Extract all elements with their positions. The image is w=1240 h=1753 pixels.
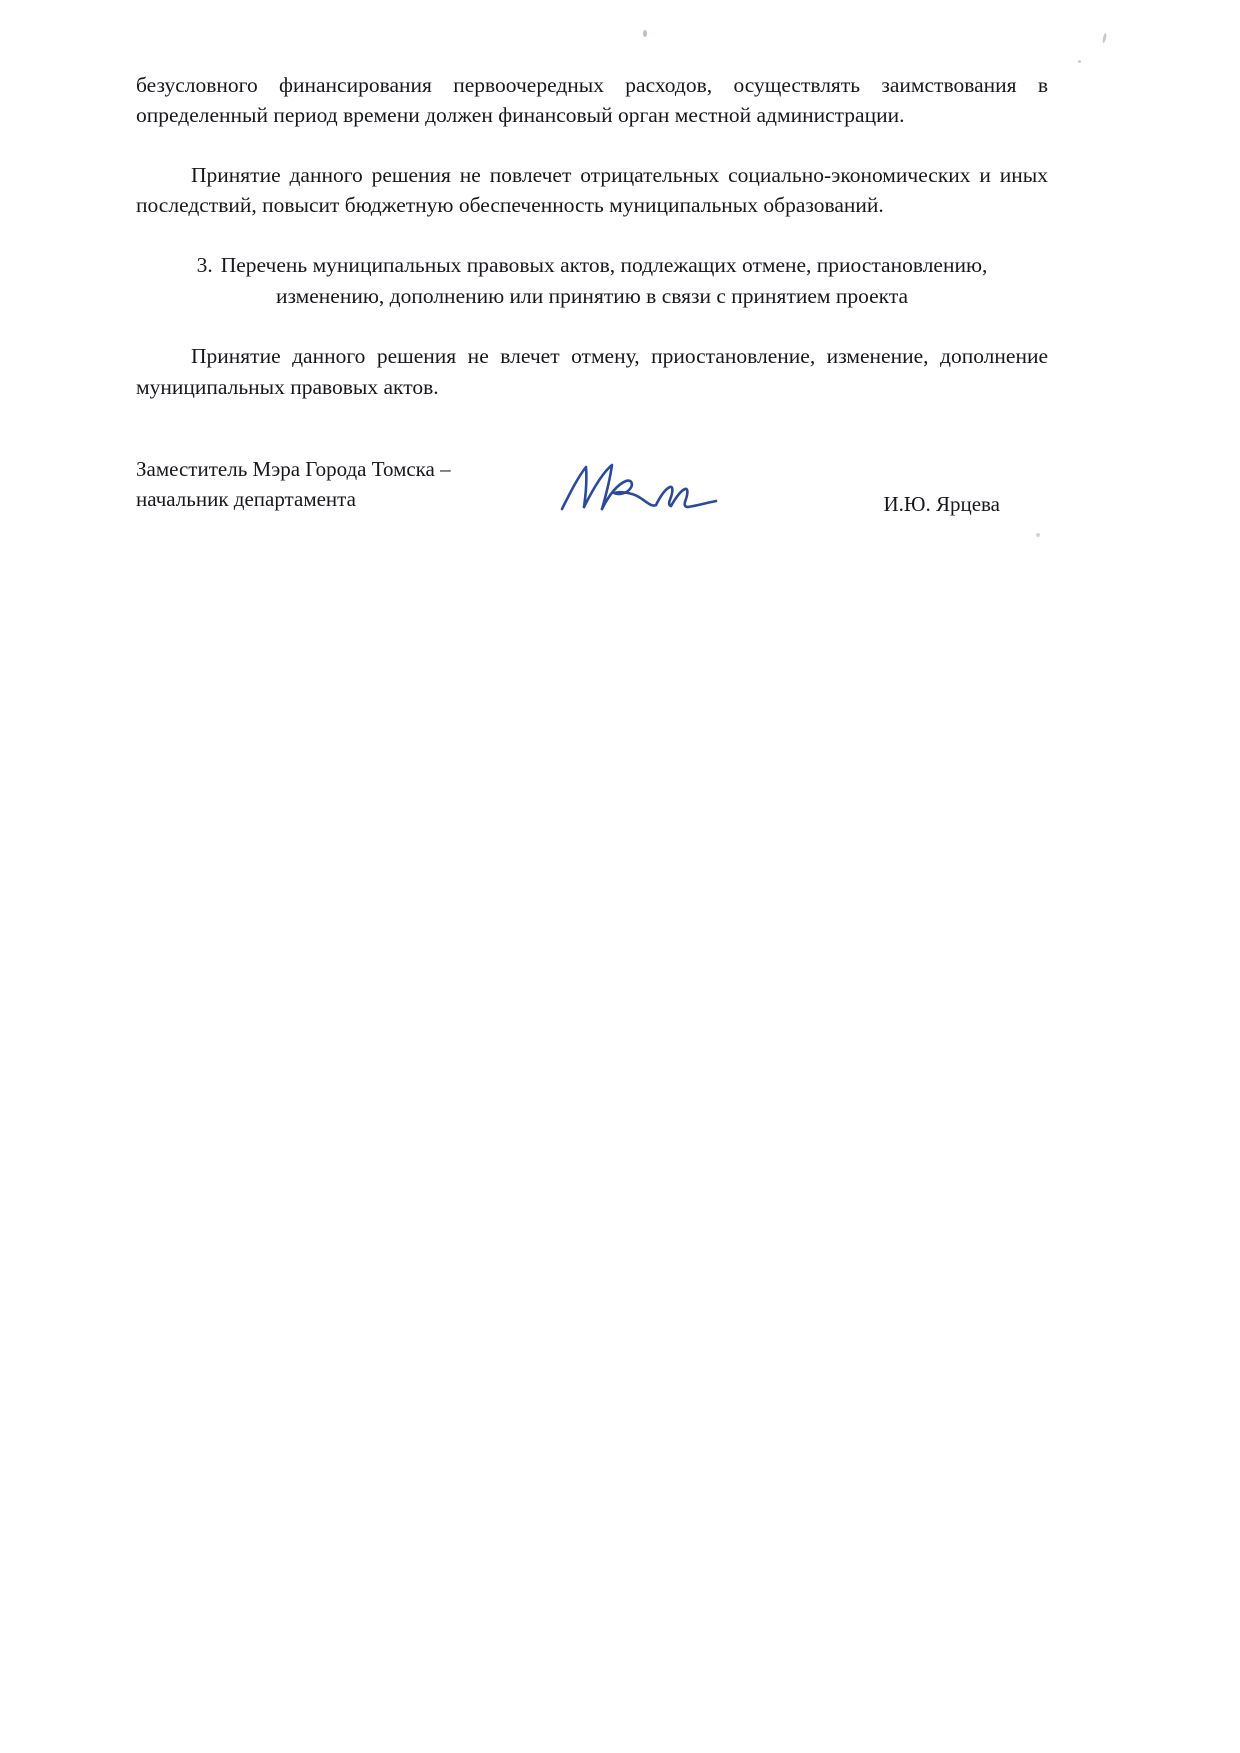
signatory-position <box>136 455 451 515</box>
scan-artifact <box>1078 60 1081 63</box>
paragraph-no-acts-affected: Принятие данного решения не влечет отмену, приостановление, изменение, дополнение муниципальных правовых актов. <box>136 344 1048 399</box>
spacer <box>136 220 1048 250</box>
scan-artifact <box>1102 33 1107 43</box>
section-title: Перечень муниципальных правовых актов, подлежащих отмене, приостановлению, изменению, дополнению или принятию в связи с принятием проекта <box>220 253 988 308</box>
signatory-position-line-2: начальник департамента <box>136 486 356 511</box>
paragraph-continuation: безусловного финансирования первоочередных расходов, осуществлять заимствования в определенный период времени должен финансовый орган местной администрации. <box>136 73 1048 128</box>
handwritten-signature-icon <box>556 457 736 527</box>
paragraph-consequences: Принятие данного решения не повлечет отрицательных социально-экономических и иных последствий, повысит бюджетную обеспеченность муниципальных образований. <box>136 163 1048 218</box>
spacer <box>136 311 1048 341</box>
signatory-name: И.Ю. Ярцева <box>883 492 1000 516</box>
section-heading <box>136 250 1048 311</box>
document-body <box>136 70 1048 402</box>
section-number: 3. <box>196 253 213 278</box>
signatory-position-line-1: Заместитель Мэра Города Томска – <box>136 457 451 481</box>
signature-block <box>136 455 1048 535</box>
scan-artifact <box>643 30 647 37</box>
spacer <box>136 130 1048 160</box>
